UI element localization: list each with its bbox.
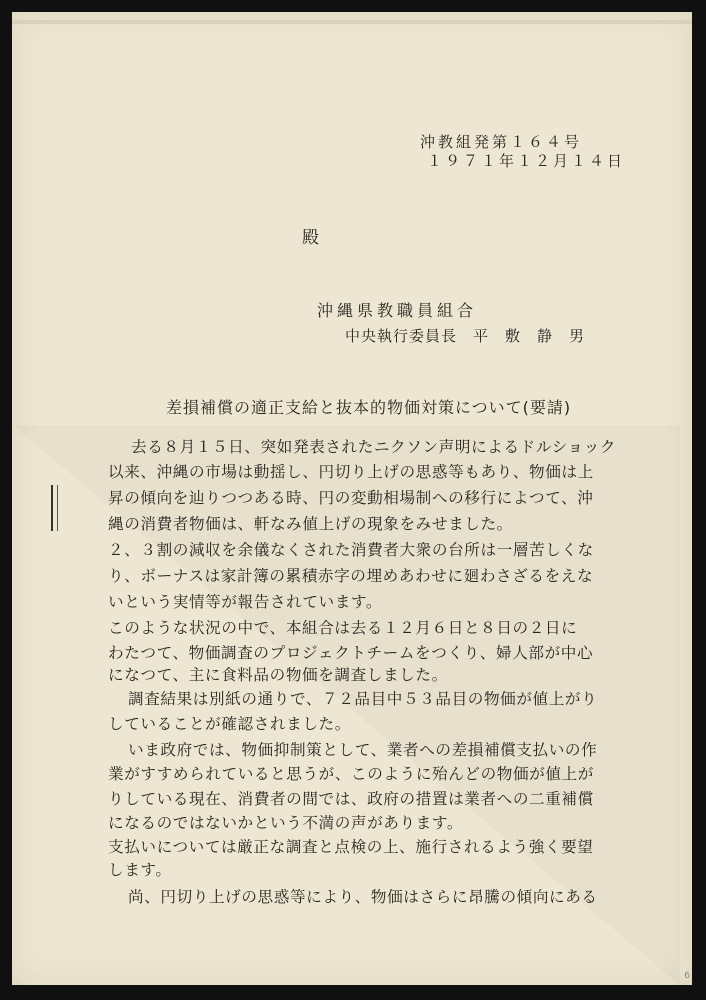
margin-bracket-mark (51, 485, 58, 531)
paper-top-band (12, 20, 692, 24)
body-line: していることが確認されました。 (108, 715, 351, 733)
body-line: り、ボーナスは家計簿の累積赤字の埋めあわせに廻わさざるをえな (108, 567, 594, 585)
body-line: 尚、円切り上げの思惑等により、物価はさらに昂騰の傾向にある (128, 888, 598, 906)
body-line: いという実情等が報告されています。 (108, 593, 383, 611)
body-line: になつて、主に食料品の物価を調査しました。 (108, 666, 448, 684)
body-line: 以来、沖縄の市場は動揺し、円切り上げの思惑等もあり、物価は上 (108, 463, 594, 481)
document-title: 差損補償の適正支給と抜本的物価対策について(要請) (166, 398, 572, 417)
body-line: わたつて、物価調査のプロジェクトチームをつくり、婦人部が中心 (108, 644, 594, 662)
page-number: 6 (684, 971, 690, 981)
addressee: 殿 (302, 228, 319, 248)
body-line: このような状況の中で、本組合は去る１２月６日と８日の２日に (108, 619, 578, 637)
body-line: 支払いについては厳正な調査と点検の上、施行されるよう強く要望 (108, 838, 594, 856)
document-number: 沖教組発第１６４号 (420, 133, 583, 151)
sender-title-name: 中央執行委員長 平 敷 静 男 (345, 327, 586, 345)
body-line: します。 (108, 861, 172, 879)
body-line: になるのではないかという不満の声があります。 (108, 814, 464, 832)
body-line: 縄の消費者物価は、軒なみ値上げの現象をみせました。 (108, 515, 513, 533)
body-line: 調査結果は別紙の通りで、７２品目中５３品目の物価が値上がり (128, 690, 598, 708)
body-line: いま政府では、物価抑制策として、業者への差損補償支払いの作 (128, 741, 598, 759)
sender-organization: 沖縄県教職員組合 (317, 301, 478, 320)
body-line: 業がすすめられていると思うが、このように殆んどの物価が値上が (108, 765, 594, 783)
body-line: りしている現在、消費者の間では、政府の措置は業者への二重補償 (108, 790, 594, 808)
body-line: 昇の傾向を辿りつつある時、円の変動相場制への移行によつて、沖 (108, 489, 594, 507)
body-line: ２、３割の減収を余儀なくされた消費者大衆の台所は一層苦しくな (108, 541, 594, 559)
document-date: １９７１年１２月１４日 (427, 152, 626, 170)
body-line: 去る８月１５日、突如発表されたニクソン声明によるドルショック (131, 438, 617, 456)
